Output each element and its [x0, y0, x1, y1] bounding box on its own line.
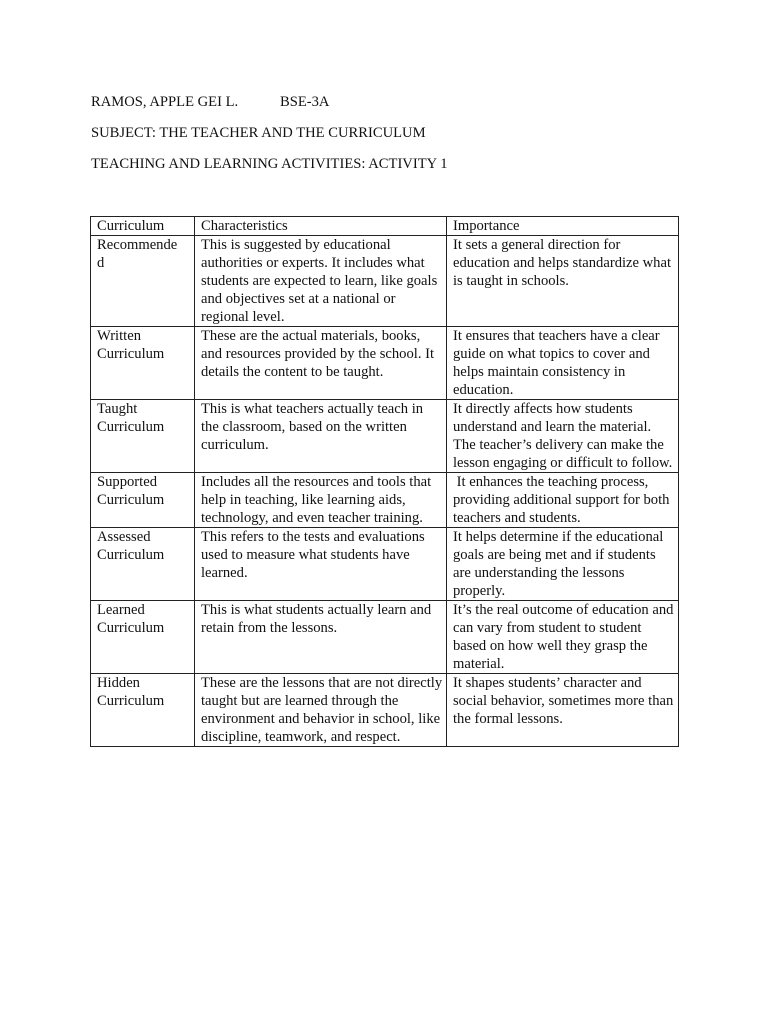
curriculum-table — [90, 216, 679, 747]
student-name-line — [91, 93, 330, 111]
table-row — [91, 473, 679, 528]
characteristics-cell: This refers to the tests and evaluations used to measure what students have learned. — [195, 528, 447, 601]
table-header-row — [91, 217, 679, 236]
table-row — [91, 674, 679, 747]
importance-cell: It helps determine if the educational goals are being met and if students are understanding the lessons properly. — [447, 528, 679, 601]
column-header-importance: Importance — [447, 217, 679, 236]
characteristics-cell: Includes all the resources and tools that help in teaching, like learning aids, technology, and even teacher training. — [195, 473, 447, 528]
column-header-curriculum: Curriculum — [91, 217, 195, 236]
column-header-characteristics: Characteristics — [195, 217, 447, 236]
table-row — [91, 528, 679, 601]
table-row — [91, 601, 679, 674]
importance-cell: It directly affects how students understand and learn the material. The teacher’s delivery can make the lesson engaging or difficult to follow. — [447, 400, 679, 473]
curriculum-cell: Learned Curriculum — [91, 601, 195, 674]
subject-line: SUBJECT: THE TEACHER AND THE CURRICULUM — [91, 125, 426, 141]
student-name: RAMOS, APPLE GEI L. — [91, 94, 239, 110]
characteristics-cell: These are the lessons that are not directly taught but are learned through the environment and behavior in school, like discipline, teamwork, and respect. — [195, 674, 447, 747]
curriculum-cell: Hidden Curriculum — [91, 674, 195, 747]
characteristics-cell: This is what teachers actually teach in the classroom, based on the written curriculum. — [195, 400, 447, 473]
curriculum-cell: Written Curriculum — [91, 327, 195, 400]
characteristics-cell: This is suggested by educational authorities or experts. It includes what students are expected to learn, like goals and objectives set at a national or regional level. — [195, 236, 447, 327]
table-row — [91, 327, 679, 400]
characteristics-cell: These are the actual materials, books, and resources provided by the school. It details the content to be taught. — [195, 327, 447, 400]
importance-cell: It sets a general direction for education and helps standardize what is taught in schools. — [447, 236, 679, 327]
table-row — [91, 400, 679, 473]
activity-line: TEACHING AND LEARNING ACTIVITIES: ACTIVITY 1 — [91, 156, 448, 172]
importance-cell: It ensures that teachers have a clear guide on what topics to cover and helps maintain consistency in education. — [447, 327, 679, 400]
student-section: BSE-3A — [280, 94, 330, 110]
curriculum-cell: Supported Curriculum — [91, 473, 195, 528]
curriculum-cell: Recommende d — [91, 236, 195, 327]
characteristics-cell: This is what students actually learn and retain from the lessons. — [195, 601, 447, 674]
table-row — [91, 236, 679, 327]
curriculum-cell: Assessed Curriculum — [91, 528, 195, 601]
importance-cell: It shapes students’ character and social behavior, sometimes more than the formal lessons. — [447, 674, 679, 747]
curriculum-cell: Taught Curriculum — [91, 400, 195, 473]
importance-cell: It’s the real outcome of education and can vary from student to student based on how well they grasp the material. — [447, 601, 679, 674]
importance-cell: It enhances the teaching process, providing additional support for both teachers and students. — [447, 473, 679, 528]
